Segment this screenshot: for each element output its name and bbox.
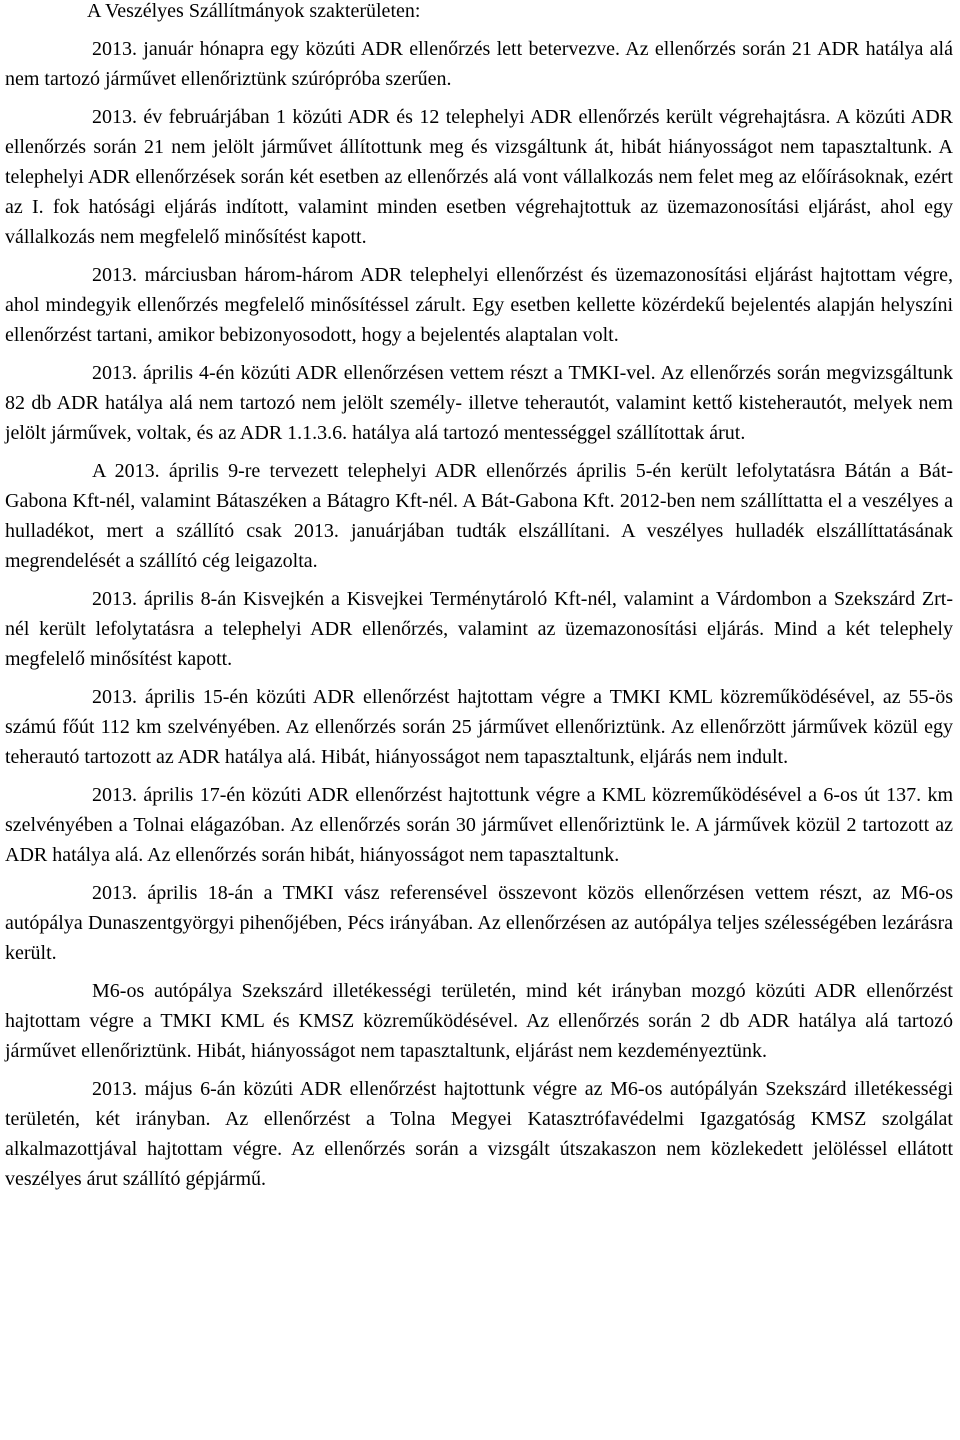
paragraph-april-15: 2013. április 15-én közúti ADR ellenőrzést hajtottam végre a TMKI KML közreműködésével, az 55-ös számú főút 112 km szelvényében. Az ellenőrzés során 25 járművet ellenőriztünk. Az ellenőrzött járművek közül egy teherautó tartozott az ADR hatálya alá. Hibát, hiányosságot nem tapasztaltunk, eljárás nem indult. — [5, 686, 953, 768]
spacer — [5, 576, 953, 584]
paragraph-april-8: 2013. április 8-án Kisvejkén a Kisvejkei Terménytároló Kft-nél, valamint a Várdombon a Szekszárd Zrt-nél került lefolytatásra a telephelyi ADR ellenőrzés, valamint az üzemazonosítási eljárás. Mind a két telephely megfelelő minősítést kapott. — [5, 588, 953, 670]
paragraph-april-17: 2013. április 17-én közúti ADR ellenőrzést hajtottunk végre a KML közreműködésével a 6-os út 137. km szelvényében a Tolnai elágazóban. Az ellenőrzés során 30 járművet ellenőriztünk le. A járművek közül 2 tartozott az ADR hatálya alá. Az ellenőrzés során hibát, hiányosságot nem tapasztaltunk. — [5, 784, 953, 866]
spacer — [5, 674, 953, 682]
paragraph-april-18: 2013. április 18-án a TMKI vász referensével összevont közös ellenőrzésen vettem részt, az M6-os autópálya Dunaszentgyörgyi pihenőjében, Pécs irányában. Az ellenőrzésen az autópálya teljes szélességében lezárásra került. — [5, 882, 953, 964]
paragraph-may-6: 2013. május 6-án közúti ADR ellenőrzést hajtottunk végre az M6-os autópályán Szekszárd illetékességi területén, két irányban. Az ellenőrzést a Tolna Megyei Katasztrófavédelmi Igazgatóság KMSZ szolgálat alkalmazottjával hajtottam végre. Az ellenőrzés során a vizsgált útszakaszon nem közlekedett jelöléssel ellátott veszélyes árut szállító gépjármű. — [5, 1078, 953, 1190]
spacer — [5, 772, 953, 780]
spacer — [5, 1066, 953, 1074]
spacer — [5, 350, 953, 358]
paragraph-january: 2013. január hónapra egy közúti ADR ellenőrzés lett betervezve. Az ellenőrzés során 21 ADR hatálya alá nem tartozó járművet ellenőriztünk szúrópróba szerűen. — [5, 38, 953, 90]
spacer — [5, 94, 953, 102]
spacer — [5, 252, 953, 260]
spacer — [5, 448, 953, 456]
spacer — [5, 968, 953, 976]
spacer — [5, 870, 953, 878]
paragraph-m6-szekszard: M6-os autópálya Szekszárd illetékességi területén, mind két irányban mozgó közúti ADR ellenőrzést hajtottam végre a TMKI KML és KMSZ közreműködésével. Az ellenőrzés során 2 db ADR hatálya alá tartozó járművet ellenőriztünk. Hibát, hiányosságot nem tapasztaltunk, eljárást nem kezdeményeztünk. — [5, 980, 953, 1062]
paragraph-march: 2013. márciusban három-három ADR telephelyi ellenőrzést és üzemazonosítási eljárást hajtottam végre, ahol mindegyik ellenőrzés megfelelő minősítéssel zárult. Egy esetben kellette közérdekű bejelentés alapján helyszíni ellenőrzést tartani, amikor bebizonyosodott, hogy a bejelentés alaptalan volt. — [5, 264, 953, 346]
paragraph-february: 2013. év februárjában 1 közúti ADR és 12 telephelyi ADR ellenőrzés került végrehajtásra. A közúti ADR ellenőrzés során 21 nem jelölt járművet állítottunk meg és vizsgáltunk át, hibát hiányosságot nem tapasztaltunk. A telephelyi ADR ellenőrzések során két esetben az ellenőrzés alá vont vállalkozás nem felet meg az előírásoknak, ezért az I. fok hatósági eljárás indított, valamint minden esetben végrehajtottuk az üzemazonosítási eljárást, ahol egy vállalkozás nem megfelelő minősítést kapott. — [5, 106, 953, 248]
section-heading: A Veszélyes Szállítmányok szakterületen: — [87, 0, 421, 22]
paragraph-april-4: 2013. április 4-én közúti ADR ellenőrzésen vettem részt a TMKI-vel. Az ellenőrzés során megvizsgáltunk 82 db ADR hatálya alá nem tartozó nem jelölt személy- illetve teherautót, valamint kettő kisteherautót, melyek nem jelölt járművek, voltak, és az ADR 1.1.3.6. hatálya alá tartozó mentességgel szállítottak árut. — [5, 362, 953, 444]
paragraph-april-9: A 2013. április 9-re tervezett telephelyi ADR ellenőrzés április 5-én került lefolytatásra Bátán a Bát-Gabona Kft-nél, valamint Bátaszéken a Bátagro Kft-nél. A Bát-Gabona Kft. 2012-ben nem szállíttatta el a veszélyes a hulladékot, mert a szállító csak 2013. januárjában tudták elszállítani. A veszélyes hulladék elszállíttatásának megrendelését a szállító cég leigazolta. — [5, 460, 953, 572]
spacer — [5, 26, 953, 34]
